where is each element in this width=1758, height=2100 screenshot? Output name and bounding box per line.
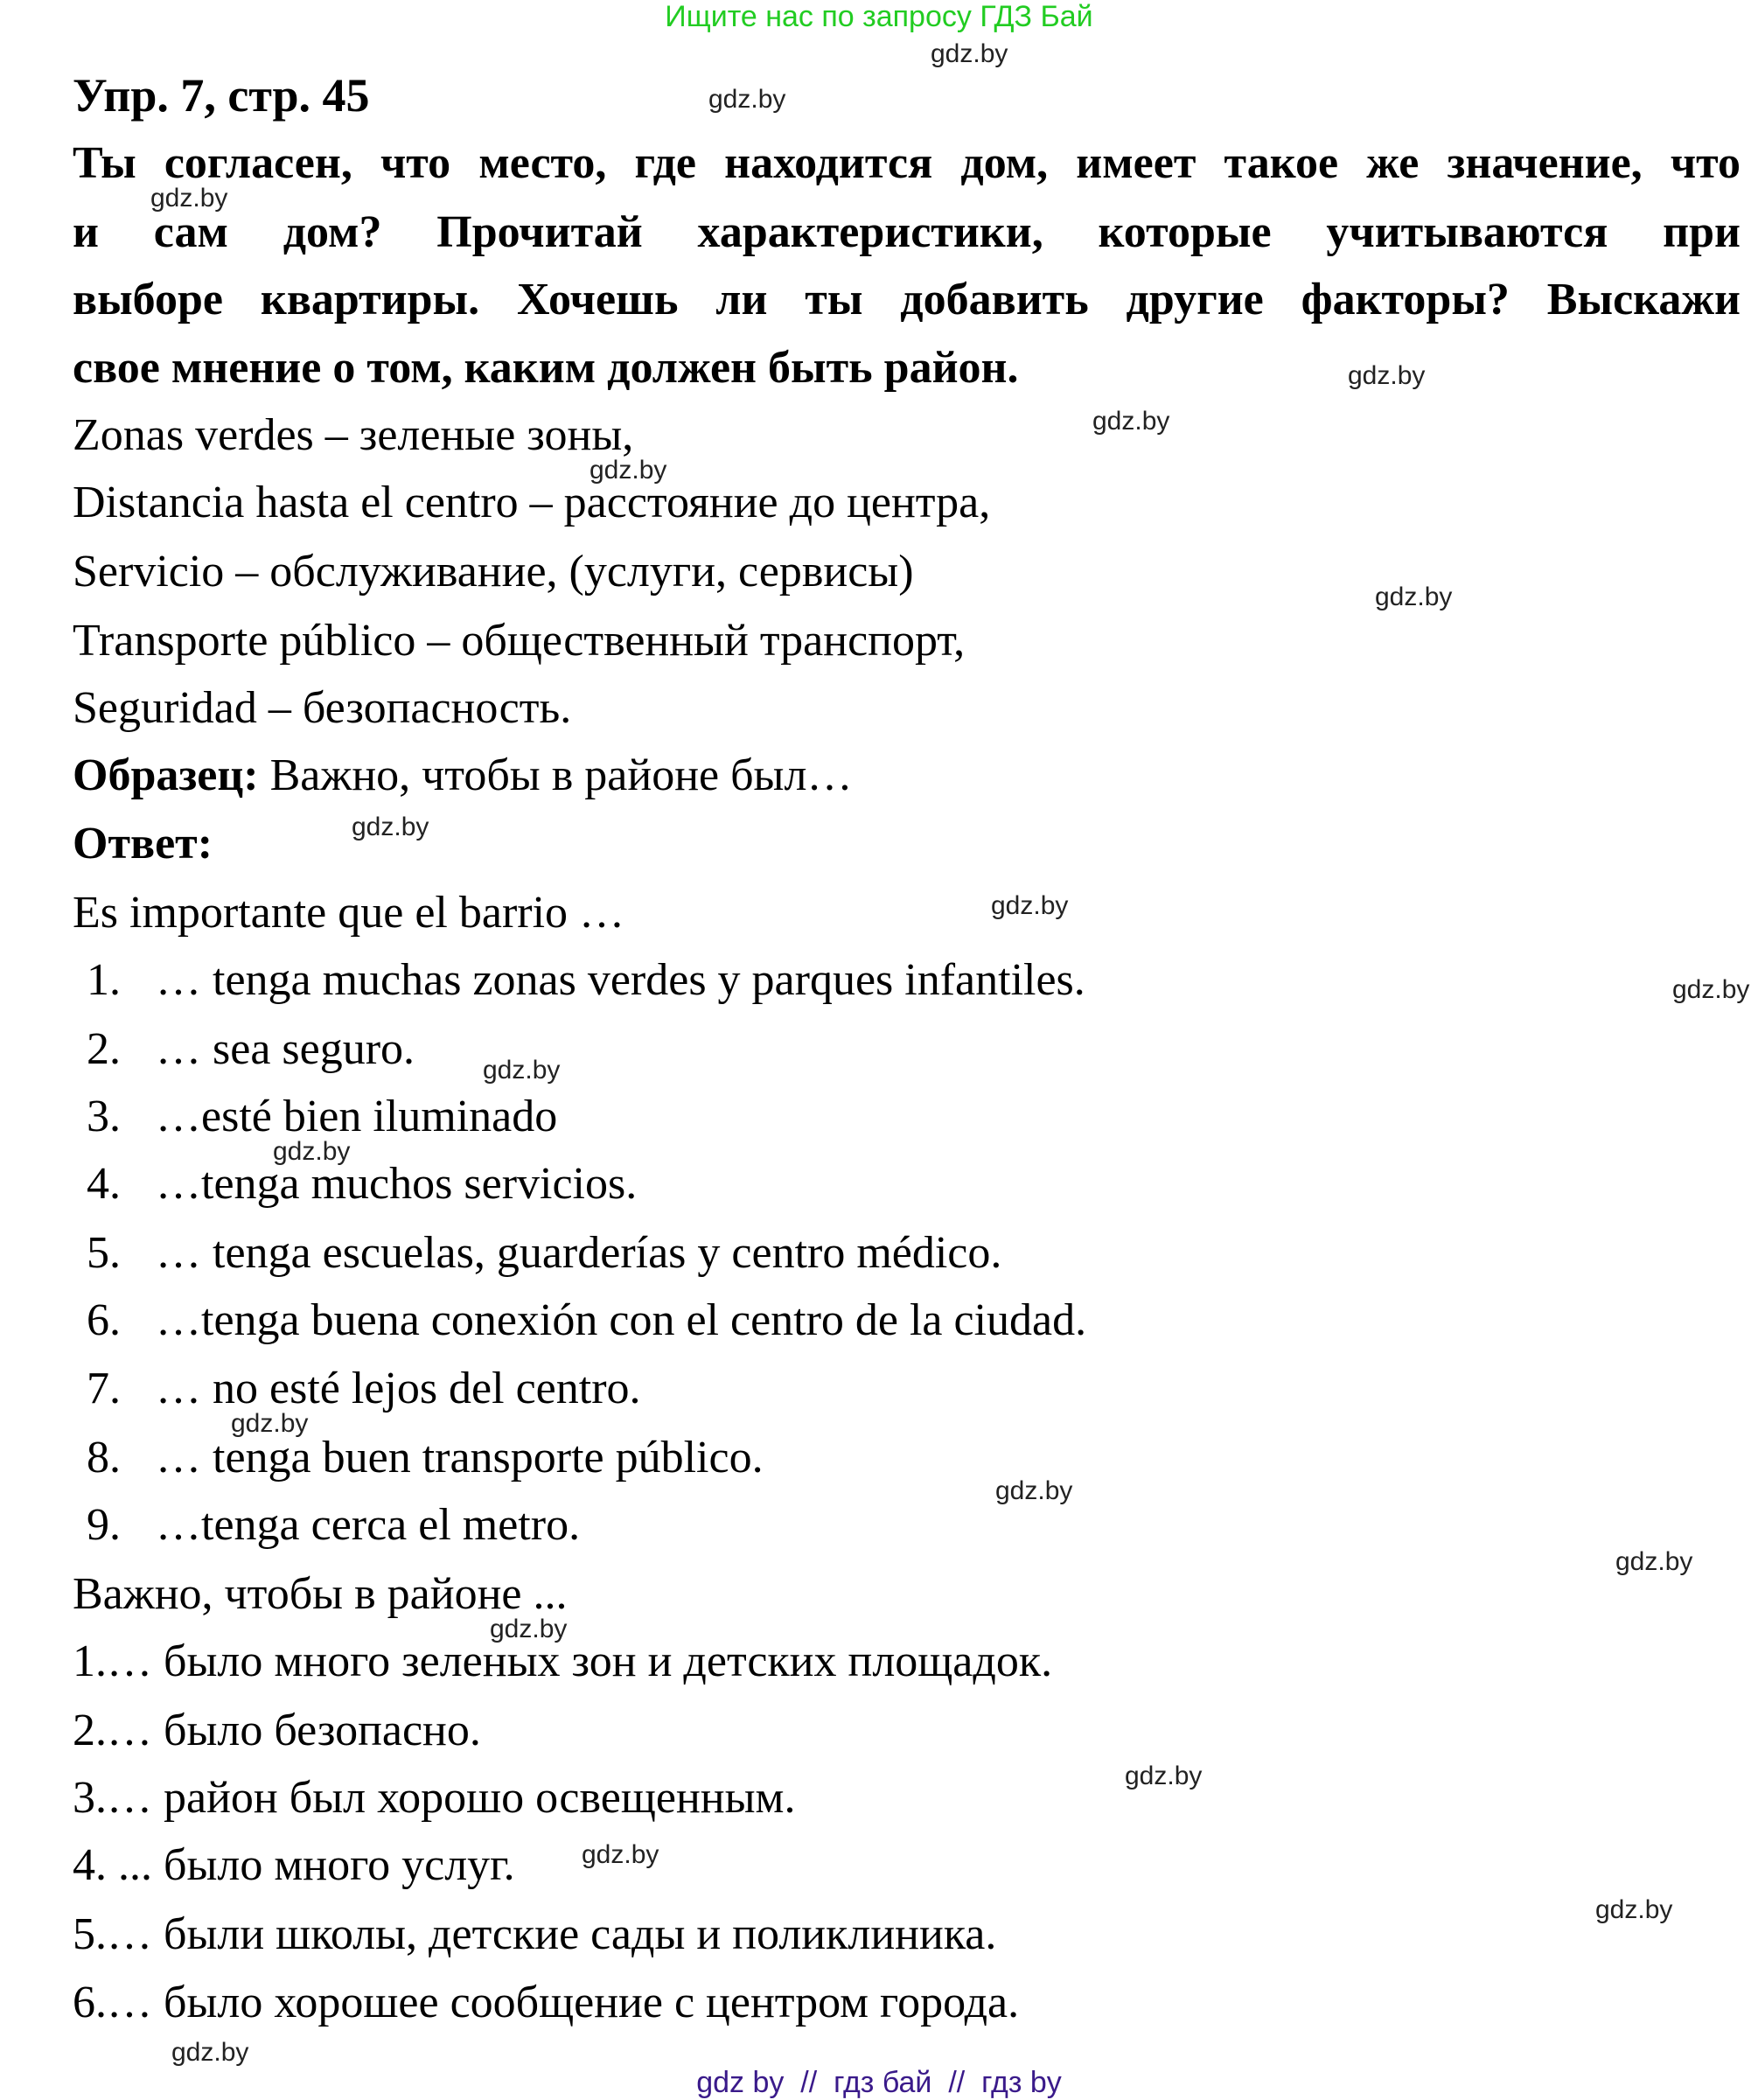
spanish-intro: Es importante que el barrio … <box>73 888 625 938</box>
footer-links[interactable]: gdz by // гдз бай // гдз by <box>696 2066 1062 2099</box>
watermark: gdz.by <box>991 891 1069 920</box>
watermark: gdz.by <box>231 1409 309 1438</box>
sample-line <box>73 742 852 810</box>
watermark: gdz.by <box>931 39 1008 68</box>
vocabulary-line: Seguridad – безопасность. <box>73 683 572 733</box>
russian-item: 5.… были школы, детские сады и поликлиника. <box>73 1909 997 1959</box>
watermark: gdz.by <box>352 813 429 841</box>
watermark: gdz.by <box>1092 407 1170 436</box>
exercise-title: Упр. 7, стр. 45 <box>73 69 370 122</box>
task-line: Ты согласен, что место, где находится дом, имеет такое же значение, что <box>73 138 1741 188</box>
spanish-item-number: 9. <box>87 1500 121 1550</box>
spanish-item-number: 5. <box>87 1228 121 1278</box>
spanish-item-text: … sea seguro. <box>156 1024 415 1074</box>
task-line: и сам дом? Прочитай характеристики, которые учитываются при <box>73 207 1741 257</box>
vocabulary-line: Transporte público – общественный транспорт, <box>73 616 966 666</box>
watermark: gdz.by <box>150 184 228 213</box>
russian-item: 1.… было много зеленых зон и детских площадок. <box>73 1636 1053 1686</box>
sample-text: Важно, чтобы в районе был… <box>258 750 853 800</box>
spanish-item-text: …tenga muchos servicios. <box>156 1159 638 1209</box>
search-banner: Ищите нас по запросу ГДЗ Бай <box>665 0 1093 33</box>
watermark: gdz.by <box>1615 1547 1693 1576</box>
watermark: gdz.by <box>483 1056 561 1085</box>
watermark: gdz.by <box>1348 361 1426 390</box>
russian-item: 2.… было безопасно. <box>73 1706 481 1755</box>
spanish-item-number: 3. <box>87 1092 121 1141</box>
spanish-item-text: … tenga escuelas, guarderías y centro médico. <box>156 1228 1002 1278</box>
watermark: gdz.by <box>589 456 667 485</box>
russian-intro: Важно, чтобы в районе ... <box>73 1569 568 1619</box>
spanish-item-text: … no esté lejos del centro. <box>156 1364 641 1413</box>
spanish-item-number: 1. <box>87 955 121 1005</box>
watermark: gdz.by <box>490 1615 568 1643</box>
sample-label: Образец: <box>73 750 259 800</box>
vocabulary-line: Servicio – обслуживание, (услуги, сервисы) <box>73 547 914 597</box>
spanish-item-number: 2. <box>87 1024 121 1074</box>
russian-item: 3.… район был хорошо освещенным. <box>73 1773 796 1823</box>
vocabulary-line: Zonas verdes – зеленые зоны, <box>73 410 634 460</box>
spanish-item-text: …tenga buena conexión con el centro de la ciudad. <box>156 1295 1087 1345</box>
vocabulary-line: Distancia hasta el centro – расстояние до центра, <box>73 478 991 527</box>
watermark: gdz.by <box>1672 975 1750 1004</box>
russian-item: 6.… было хорошее сообщение с центром города. <box>73 1978 1020 2027</box>
spanish-item-text: …tenga cerca el metro. <box>156 1500 581 1550</box>
watermark: gdz.by <box>1595 1895 1673 1924</box>
watermark: gdz.by <box>1125 1762 1203 1790</box>
spanish-item-text: …esté bien iluminado <box>156 1092 558 1141</box>
watermark: gdz.by <box>1375 583 1453 611</box>
spanish-item-number: 6. <box>87 1295 121 1345</box>
spanish-item-number: 4. <box>87 1159 121 1209</box>
spanish-item-number: 7. <box>87 1364 121 1413</box>
watermark: gdz.by <box>582 1840 659 1869</box>
watermark: gdz.by <box>708 85 786 114</box>
watermark: gdz.by <box>995 1476 1073 1505</box>
watermark: gdz.by <box>171 2038 249 2067</box>
spanish-item-text: … tenga buen transporte público. <box>156 1433 764 1483</box>
spanish-item-text: … tenga muchas zonas verdes y parques infantiles. <box>156 955 1085 1005</box>
russian-item: 4. ... было много услуг. <box>73 1840 515 1890</box>
watermark: gdz.by <box>273 1137 351 1166</box>
spanish-item-number: 8. <box>87 1433 121 1483</box>
task-line: выборе квартиры. Хочешь ли ты добавить другие факторы? Выскажи <box>73 275 1741 324</box>
answer-label: Ответ: <box>73 819 213 869</box>
task-line: свое мнение о том, каким должен быть район. <box>73 343 1019 393</box>
